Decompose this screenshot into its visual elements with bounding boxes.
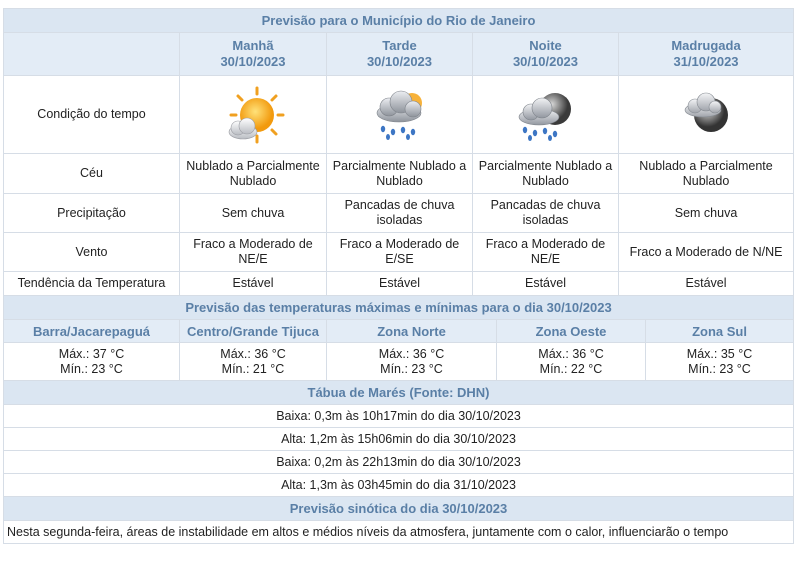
condition-cell-tarde [327, 76, 473, 154]
tendencia-cell: Estável [619, 272, 794, 296]
period-header-manha: Manhã 30/10/2023 [180, 33, 327, 76]
zone-header: Centro/Grande Tijuca [180, 320, 327, 343]
vento-cell: Fraco a Moderado de NE/E [473, 233, 619, 272]
temps-title: Previsão das temperaturas máximas e mínimas para o dia 30/10/2023 [4, 296, 794, 320]
vento-cell: Fraco a Moderado de N/NE [619, 233, 794, 272]
period-header-noite: Noite 30/10/2023 [473, 33, 619, 76]
precip-cell: Pancadas de chuva isoladas [327, 194, 473, 233]
precip-cell: Sem chuva [180, 194, 327, 233]
zone-temps: Máx.: 37 °C Mín.: 23 °C [4, 343, 180, 381]
row-label-tendencia: Tendência da Temperatura [4, 272, 180, 296]
forecast-title: Previsão para o Município do Rio de Janeiro [4, 9, 794, 33]
sun-cloud-icon [221, 85, 285, 145]
ceu-cell: Nublado a Parcialmente Nublado [619, 154, 794, 194]
zone-header: Zona Sul [646, 320, 794, 343]
precip-cell: Pancadas de chuva isoladas [473, 194, 619, 233]
row-label-precipitacao: Precipitação [4, 194, 180, 233]
tide-row: Alta: 1,3m às 03h45min do dia 31/10/2023 [4, 474, 794, 497]
ceu-cell: Nublado a Parcialmente Nublado [180, 154, 327, 194]
zone-temps: Máx.: 36 °C Mín.: 22 °C [497, 343, 646, 381]
condition-cell-manha [180, 76, 327, 154]
precip-cell: Sem chuva [619, 194, 794, 233]
moon-rain-cloud-icon [511, 87, 581, 143]
tide-row: Baixa: 0,3m às 10h17min do dia 30/10/2023 [4, 405, 794, 428]
period-header-madrugada: Madrugada 31/10/2023 [619, 33, 794, 76]
zone-header: Zona Norte [327, 320, 497, 343]
synoptic-title: Previsão sinótica do dia 30/10/2023 [4, 497, 794, 521]
vento-cell: Fraco a Moderado de E/SE [327, 233, 473, 272]
row-label-vento: Vento [4, 233, 180, 272]
forecast-table [3, 8, 794, 544]
zone-temps: Máx.: 36 °C Mín.: 21 °C [180, 343, 327, 381]
tide-row: Baixa: 0,2m às 22h13min do dia 30/10/2023 [4, 451, 794, 474]
tendencia-cell: Estável [327, 272, 473, 296]
tide-row: Alta: 1,2m às 15h06min do dia 30/10/2023 [4, 428, 794, 451]
condition-cell-madrugada [619, 76, 794, 154]
zone-header: Zona Oeste [497, 320, 646, 343]
ceu-cell: Parcialmente Nublado a Nublado [473, 154, 619, 194]
zone-header: Barra/Jacarepaguá [4, 320, 180, 343]
condition-cell-noite [473, 76, 619, 154]
ceu-cell: Parcialmente Nublado a Nublado [327, 154, 473, 194]
zone-temps: Máx.: 36 °C Mín.: 23 °C [327, 343, 497, 381]
tides-title: Tábua de Marés (Fonte: DHN) [4, 381, 794, 405]
moon-cloud-icon [671, 87, 741, 143]
row-label-ceu: Céu [4, 154, 180, 194]
row-label-condicao: Condição do tempo [4, 76, 180, 154]
tendencia-cell: Estável [180, 272, 327, 296]
period-header-tarde: Tarde 30/10/2023 [327, 33, 473, 76]
tendencia-cell: Estável [473, 272, 619, 296]
vento-cell: Fraco a Moderado de NE/E [180, 233, 327, 272]
zone-temps: Máx.: 35 °C Mín.: 23 °C [646, 343, 794, 381]
header-corner [4, 33, 180, 76]
synoptic-text: Nesta segunda-feira, áreas de instabilidade em altos e médios níveis da atmosfera, juntamente com o calor, influenciarão o tempo [4, 521, 794, 544]
sun-rain-cloud-icon [365, 87, 435, 143]
